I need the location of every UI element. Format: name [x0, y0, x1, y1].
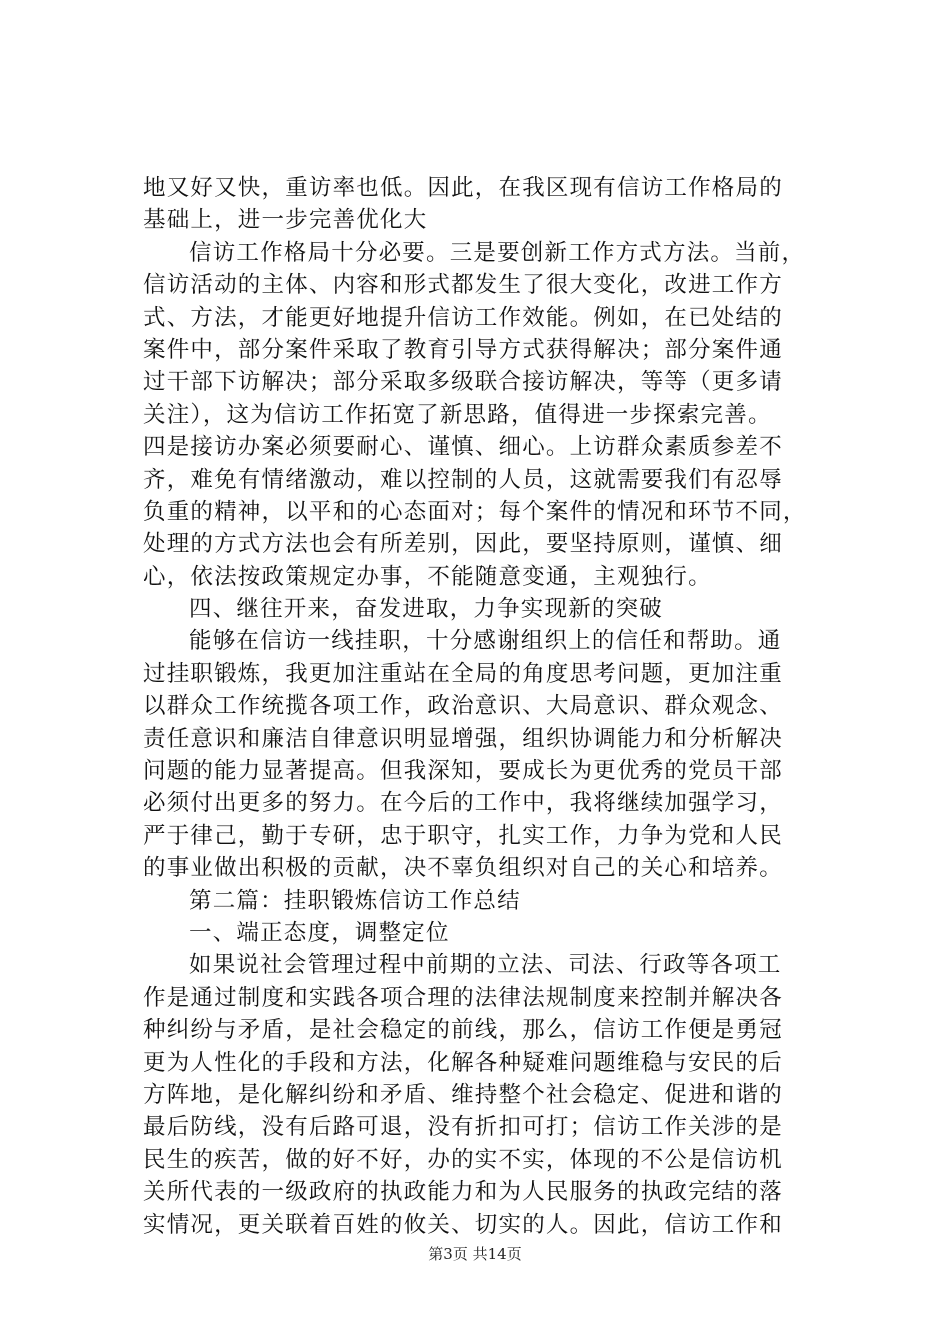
text-line: 案件中，部分案件采取了教育引导方式获得解决；部分案件通	[143, 336, 783, 363]
text-line: 负重的精神，以平和的心态面对；每个案件的情况和环节不同，	[143, 498, 807, 525]
text-line: 信访活动的主体、内容和形式都发生了很大变化，改进工作方	[143, 272, 783, 299]
text-line: 的事业做出积极的贡献，决不辜负组织对自己的关心和培养。	[143, 855, 783, 882]
text-line: 方阵地，是化解纠纷和矛盾、维持整个社会稳定、促进和谐的	[143, 1081, 783, 1108]
text-line: 过挂职锻炼，我更加注重站在全局的角度思考问题，更加注重	[143, 660, 783, 687]
text-line: 心，依法按政策规定办事，不能随意变通，主观独行。	[143, 563, 712, 590]
text-line: 如果说社会管理过程中前期的立法、司法、行政等各项工	[189, 952, 782, 979]
text-line: 处理的方式方法也会有所差别，因此，要坚持原则，谨慎、细	[143, 531, 783, 558]
document-body	[143, 172, 833, 1241]
text-line: 四、继往开来，奋发进取，力争实现新的突破	[189, 596, 664, 623]
text-line: 严于律己，勤于专研，忠于职守，扎实工作，力争为党和人民	[143, 822, 783, 849]
text-line: 第二篇：挂职锻炼信访工作总结	[189, 887, 521, 914]
text-line: 最后防线，没有后路可退，没有折扣可打；信访工作关涉的是	[143, 1114, 783, 1141]
text-line: 信访工作格局十分必要。三是要创新工作方式方法。当前，	[189, 239, 806, 266]
text-line: 关所代表的一级政府的执政能力和为人民服务的执政完结的落	[143, 1179, 783, 1206]
text-line: 民生的疾苦，做的好不好，办的实不实，体现的不公是信访机	[143, 1146, 783, 1173]
text-line: 基础上，进一步完善优化大	[143, 207, 428, 234]
text-line: 能够在信访一线挂职，十分感谢组织上的信任和帮助。通	[189, 628, 782, 655]
text-line: 一、端正态度，调整定位	[189, 919, 450, 946]
page-footer: 第3页 共14页	[428, 1245, 522, 1263]
text-line: 种纠纷与矛盾，是社会稳定的前线，那么，信访工作便是勇冠	[143, 1017, 783, 1044]
text-line: 四是接访办案必须要耐心、谨慎、细心。上访群众素质参差不	[143, 434, 783, 461]
text-line: 过干部下访解决；部分采取多级联合接访解决，等等（更多请	[143, 369, 783, 396]
text-line: 式、方法，才能更好地提升信访工作效能。例如，在已处结的	[143, 304, 783, 331]
text-line: 齐，难免有情绪激动，难以控制的人员，这就需要我们有忍辱	[143, 466, 783, 493]
text-line: 作是通过制度和实践各项合理的法律法规制度来控制并解决各	[143, 984, 783, 1011]
text-line: 问题的能力显著提高。但我深知，要成长为更优秀的党员干部	[143, 758, 783, 785]
text-line: 以群众工作统揽各项工作，政治意识、大局意识、群众观念、	[143, 693, 783, 720]
text-line: 更为人性化的手段和方法，化解各种疑难问题维稳与安民的后	[143, 1049, 783, 1076]
text-line: 地又好又快，重访率也低。因此，在我区现有信访工作格局的	[143, 175, 783, 201]
text-line: 关注），这为信访工作拓宽了新思路，值得进一步探索完善。	[143, 401, 772, 428]
text-line: 实情况，更关联着百姓的攸关、切实的人。因此，信访工作和	[143, 1211, 783, 1238]
text-line: 责任意识和廉洁自律意识明显增强，组织协调能力和分析解决	[143, 725, 783, 752]
text-line: 必须付出更多的努力。在今后的工作中，我将继续加强学习，	[143, 790, 783, 817]
